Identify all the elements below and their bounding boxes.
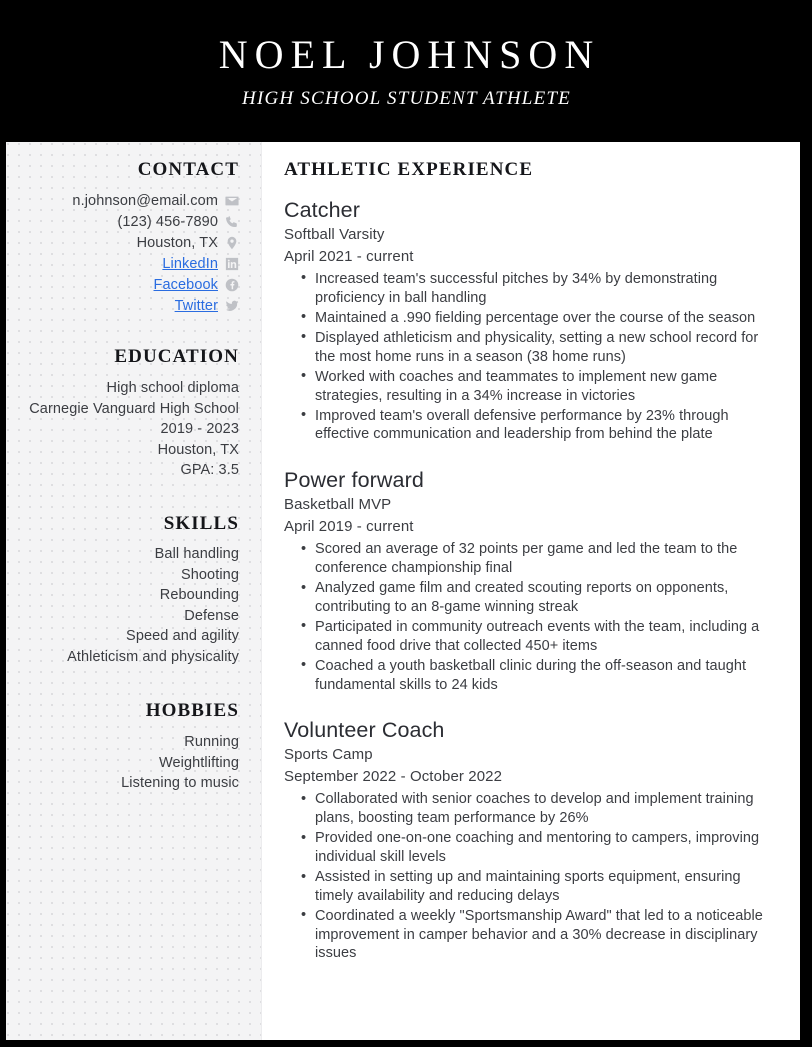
skills-heading: SKILLS <box>163 512 239 534</box>
contact-item-phone <box>18 212 239 233</box>
list-item: Defense <box>184 607 239 624</box>
section-education <box>18 346 239 480</box>
contact-phone-text: (123) 456-7890 <box>117 213 218 230</box>
entry-organization: Sports Camp <box>284 746 373 764</box>
bullet-item: • Scored an average of 32 points per game and led the team to the conference championship final <box>284 540 774 577</box>
contact-heading: CONTACT <box>137 159 239 180</box>
candidate-name: NOEL JOHNSON <box>218 31 601 77</box>
list-item: Weightlifting <box>158 754 239 771</box>
sidebar <box>6 142 262 1040</box>
bullet-item: • Provided one-on-one coaching and mentoring to campers, improving individual skill levels <box>284 829 774 866</box>
resume-body <box>6 142 800 1040</box>
list-item: Shooting <box>180 566 239 583</box>
experience-entry <box>284 196 774 444</box>
experience-entry <box>284 716 774 963</box>
bullet-item: • Increased team's successful pitches by 34% by demonstrating proficiency in ball handling <box>284 270 774 307</box>
list-item: Carnegie Vanguard High School <box>29 400 239 417</box>
bullet-item: • Coordinated a weekly "Sportsmanship Award" that led to a noticeable improvement in camper behavior and a 30% decrease in disciplinary issues <box>284 907 774 963</box>
contact-location-text: Houston, TX <box>136 234 218 251</box>
hobbies-list <box>18 732 239 794</box>
bullet-item: • Maintained a .990 fielding percentage over the course of the season <box>284 309 774 328</box>
bullet-item: • Displayed athleticism and physicality, setting a new school record for the most home runs in a season (38 home runs) <box>284 329 774 366</box>
entry-date: April 2019 - current <box>284 518 414 536</box>
phone-icon <box>225 215 239 229</box>
education-list <box>18 378 239 481</box>
hobbies-heading: HOBBIES <box>145 700 239 722</box>
skills-list <box>18 544 239 667</box>
education-heading: EDUCATION <box>114 346 239 368</box>
entry-title: Power forward <box>284 468 424 493</box>
athletic-experience-heading: ATHLETIC EXPERIENCE <box>284 159 534 180</box>
linkedin-link[interactable]: LinkedIn <box>162 255 218 272</box>
contact-item-location <box>18 233 239 254</box>
entry-bullets <box>284 270 774 444</box>
bullet-item: • Improved team's overall defensive performance by 23% through effective communication and leadership from behind the plate <box>284 407 774 444</box>
bullet-item: • Coached a youth basketball clinic during the off-season and taught fundamental skills to 24 kids <box>284 657 774 694</box>
entry-date: April 2021 - current <box>284 247 414 265</box>
section-contact <box>18 159 239 316</box>
list-item: Athleticism and physicality <box>67 648 239 665</box>
linkedin-icon[interactable] <box>225 257 239 271</box>
twitter-icon[interactable] <box>225 299 239 313</box>
list-item: High school diploma <box>106 380 239 397</box>
twitter-link[interactable]: Twitter <box>174 297 218 314</box>
bullet-item: • Assisted in setting up and maintaining sports equipment, ensuring timely availability and reducing delays <box>284 868 774 905</box>
facebook-icon[interactable] <box>225 278 239 292</box>
bullet-item: • Analyzed game film and created scouting reports on opponents, contributing to an 8-game winning streak <box>284 579 774 616</box>
bullet-item: • Worked with coaches and teammates to implement new game strategies, resulting in a 34% increase in victories <box>284 368 774 405</box>
candidate-subtitle: HIGH SCHOOL STUDENT ATHLETE <box>242 87 571 109</box>
section-skills <box>18 513 239 668</box>
entry-organization: Softball Varsity <box>284 225 385 243</box>
entry-title: Catcher <box>284 197 360 222</box>
main-column <box>262 142 800 1040</box>
contact-item-twitter[interactable] <box>18 296 239 317</box>
entry-bullets <box>284 790 774 963</box>
contact-item-linkedin[interactable] <box>18 254 239 275</box>
list-item: 2019 - 2023 <box>160 421 239 438</box>
contact-item-email <box>18 191 239 212</box>
experience-entry <box>284 466 774 694</box>
list-item: Listening to music <box>121 775 239 792</box>
bullet-item: • Collaborated with senior coaches to develop and implement training plans, boosting team performance by 26% <box>284 790 774 827</box>
list-item: Houston, TX <box>157 441 239 458</box>
bullet-item: • Participated in community outreach events with the team, including a canned food drive that collected 450+ items <box>284 618 774 655</box>
contact-list <box>18 191 239 317</box>
resume-header <box>0 0 812 142</box>
location-pin-icon <box>225 236 239 250</box>
list-item: Speed and agility <box>126 628 239 645</box>
entry-bullets <box>284 540 774 694</box>
entry-title: Volunteer Coach <box>284 718 445 743</box>
section-hobbies <box>18 700 239 793</box>
list-item: Rebounding <box>159 587 239 604</box>
contact-item-facebook[interactable] <box>18 275 239 296</box>
contact-email-text: n.johnson@email.com <box>72 192 218 209</box>
list-item: GPA: 3.5 <box>180 462 239 479</box>
facebook-link[interactable]: Facebook <box>153 276 218 293</box>
entry-date: September 2022 - October 2022 <box>284 768 503 786</box>
list-item: Ball handling <box>154 546 239 563</box>
entry-organization: Basketball MVP <box>284 496 392 514</box>
list-item: Running <box>184 734 239 751</box>
envelope-icon <box>225 194 239 208</box>
